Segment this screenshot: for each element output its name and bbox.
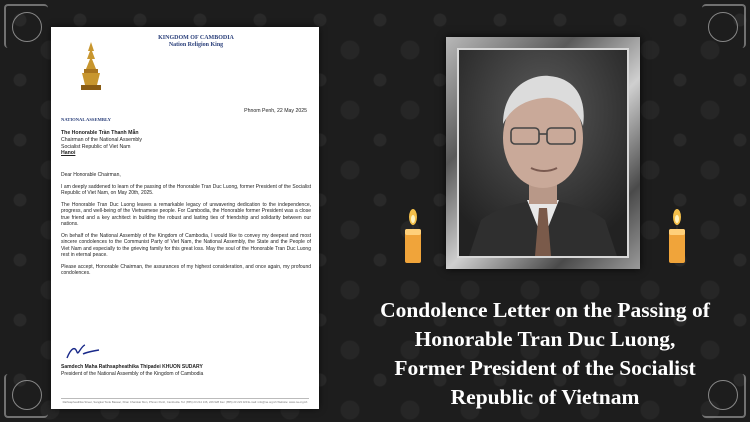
salutation: Dear Honorable Chairman, bbox=[61, 172, 121, 178]
signer-title: President of the National Assembly of the Kingdom of Cambodia bbox=[61, 370, 204, 377]
condolence-title bbox=[340, 296, 750, 412]
title-line: Republic of Vietnam bbox=[450, 385, 640, 409]
portrait-frame bbox=[446, 37, 640, 269]
candle-icon bbox=[667, 207, 687, 263]
candle-icon bbox=[403, 207, 423, 263]
signature-icon bbox=[63, 342, 103, 362]
signer-block bbox=[61, 364, 311, 377]
letter-paragraph: Please accept, Honorable Chairman, the assurances of my highest consideration, and once again, my profound condolences. bbox=[61, 263, 311, 276]
institution-label: NATIONAL ASSEMBLY bbox=[61, 117, 111, 122]
corner-ornament bbox=[4, 4, 48, 48]
national-motto: Nation Religion King bbox=[168, 42, 224, 49]
kingdom-name: KINGDOM OF CAMBODIA bbox=[158, 35, 234, 41]
national-assembly-emblem-icon bbox=[79, 41, 103, 93]
corner-ornament bbox=[702, 4, 746, 48]
condolence-letter bbox=[51, 27, 319, 409]
recipient-address bbox=[61, 130, 301, 157]
corner-ornament bbox=[4, 374, 48, 418]
recipient-city: Hanoi bbox=[61, 150, 76, 157]
portrait-photo bbox=[457, 48, 629, 258]
title-line: Honorable Tran Duc Luong, bbox=[414, 327, 676, 351]
letterhead bbox=[131, 35, 261, 49]
portrait-image bbox=[459, 50, 627, 256]
signer-name: Samdech Maha Rathsapheathika Thipadei KHUON SUDARY bbox=[61, 364, 203, 370]
letter-footer: Rathsapheathika Street, Sangkat Tonle Bassac, Khan Chamkar Mon, Phnom Penh, Cambodia. Tel: (855) 23 214 136, 226 928 Fax: (855) 23 223 029 E-mail: info@na.org.kh Website: www.na.org.kh bbox=[62, 400, 308, 405]
recipient-name: The Honorable Trần Thanh Mẫn bbox=[61, 130, 139, 136]
recipient-country: Socialist Republic of Viet Nam bbox=[61, 143, 131, 150]
title-line: Former President of the Socialist bbox=[394, 356, 696, 380]
letter-paragraph: On behalf of the National Assembly of the Kingdom of Cambodia, I would like to convey my deepest and most sincere condolences to the Communist Party of Viet Nam, the National Assembly, the State and the People of Viet Nam and especially to the grieving family for this great loss. May the soul of the Honorable Tran Duc Luong rest in eternal peace. bbox=[61, 232, 311, 258]
letter-body bbox=[61, 172, 311, 282]
letter-date: Phnom Penh, 22 May 2025 bbox=[244, 108, 307, 114]
title-line: Condolence Letter on the Passing of bbox=[380, 298, 710, 322]
recipient-title: Chairman of the National Assembly bbox=[61, 136, 143, 143]
letter-paragraph: I am deeply saddened to learn of the passing of the Honorable Tran Duc Luong, former President of the Socialist Republic of Viet Nam, on May 20th, 2025. bbox=[61, 183, 311, 196]
letter-paragraph: The Honorable Tran Duc Luong leaves a remarkable legacy of unwavering dedication to the independence, progress, and well-being of the Vietnamese people. For Cambodia, the Honorable former President was a close true friend and a key architect in building the robust and lasting ties of friendship and solidarity between our nations. bbox=[61, 201, 311, 227]
